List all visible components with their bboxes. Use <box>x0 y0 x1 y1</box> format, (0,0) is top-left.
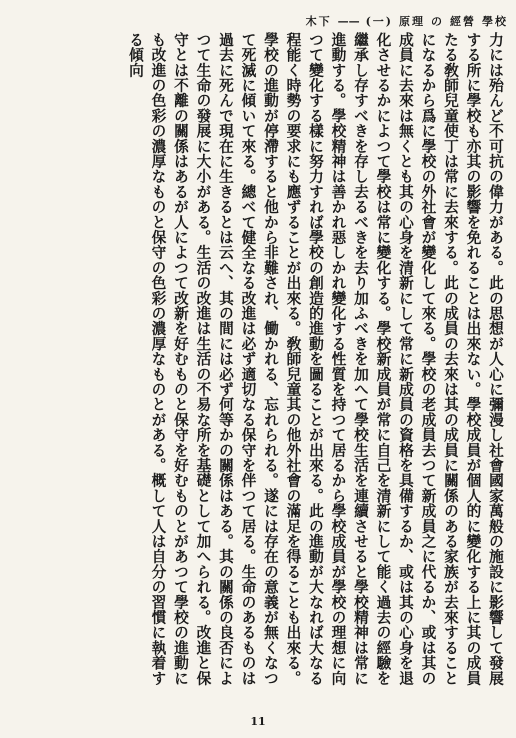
running-head-author: 木下 <box>305 15 332 28</box>
running-head-title-right: 經營 <box>450 15 476 28</box>
vertical-body-text <box>10 32 506 700</box>
page-number: 11 <box>250 715 266 728</box>
running-head-title-left: 學校 <box>482 15 508 28</box>
running-head-volume: (一) <box>365 15 393 28</box>
running-head <box>306 14 508 28</box>
running-head-dash: —— <box>337 14 360 28</box>
body-paragraph: 力には殆んど不可抗の偉力がある。此の思想が人心に彌漫し社會國家萬般の施設に影響して發展する所に學校も亦其の影響を免れることは出來ない。學校成員が個人的に變化する上に其の成員たる敎師兒童使丁は常に去來する。此の成員の去來は其の成員に關係のある家族が去來することになるから爲に學校の外社會が變化して來る。學校の老成員去つて新成員之に代るか、或は其の成員に去來は無くとも其の心身を清新にして常に新成員の資格を具備するか、或は其の心身を退化させるかによつて學校は常に變化する。學校新成員が常に自己を清新にして能く過去の經驗を繼承し存すべきを存し去るべきを去り加ふべきを加へて學校生活を連續させると學校精神は常に進動する。學校精神は善かれ惡しかれ變化する性質を持つて居るから學校成員が學校の理想に向つて變化する樣に努力すれば學校の創造的進動を圖ることが出來る。此の進動が大なれば大なる程能く時勢の要求にも應ずることが出來る。敎師兒童其の他外社會の滿足を得ることも出來る。學校の進動が停滯すると他から非難され、働かれる、忘れられる。遂には存在の意義が無くなつて死滅に傾いて來る。總べて健全なる改進は必ず適切なる保守を伴つて居る。生命のあるものは過去に死んで現在に生きるとは云へ、其の間には必ず何等かの關係はある。其の關係の良否によつて生命の發展に大小がある。生活の改進は生活の不易な所を基礎として加へられる。改進と保守とは不離の關係はあるが人によつて改新を好むものと保守を好むものとがあつて學校の進動にも改進の色彩の濃厚なものと保守の色彩の濃厚なものとがある。概して人は自分の習慣に執着する傾向 <box>127 32 504 686</box>
running-head-connector: の <box>431 15 444 28</box>
running-head-subtitle: 原理 <box>399 15 425 28</box>
